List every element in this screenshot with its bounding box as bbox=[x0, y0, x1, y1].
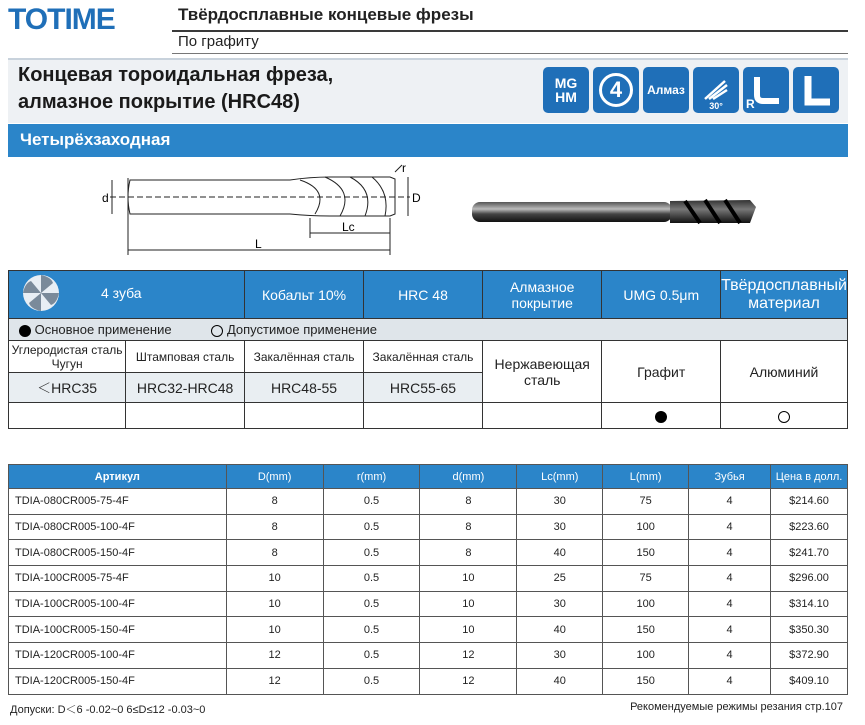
table-header-row bbox=[9, 465, 848, 489]
umg-label: UMG 0.5μm bbox=[602, 271, 721, 319]
product-title: Концевая тороидальная фреза, алмазное покрытие (HRC48) bbox=[18, 64, 334, 113]
svg-text:D: D bbox=[412, 191, 421, 205]
table-cell: 0.5 bbox=[323, 668, 420, 694]
table-cell: $350.30 bbox=[771, 617, 848, 643]
table-cell: 0.5 bbox=[323, 514, 420, 540]
table-cell: 8 bbox=[420, 514, 517, 540]
table-cell: 30 bbox=[517, 643, 603, 669]
svg-text:TOTIME: TOTIME bbox=[8, 4, 115, 32]
article-cell: TDIA-080CR005-75-4F bbox=[9, 489, 227, 515]
table-cell: 4 bbox=[689, 617, 771, 643]
material-value: ＜HRC35 bbox=[9, 373, 126, 403]
table-cell: 40 bbox=[517, 540, 603, 566]
material-value: HRC32-HRC48 bbox=[126, 373, 245, 403]
subtitle-band: Четырёхзаходная bbox=[8, 124, 848, 157]
page-subtitle: По графиту bbox=[178, 33, 259, 50]
material-header: Графит bbox=[602, 341, 721, 403]
table-cell: 4 bbox=[689, 668, 771, 694]
legend-primary: Основное применение bbox=[34, 322, 172, 337]
secondary-ring-icon bbox=[211, 325, 223, 337]
graphite-mark bbox=[602, 403, 721, 429]
table-row bbox=[9, 643, 848, 669]
article-cell: TDIA-100CR005-75-4F bbox=[9, 566, 227, 592]
diamond-coating-icon: Алмаз bbox=[643, 67, 689, 113]
table-cell: $214.60 bbox=[771, 489, 848, 515]
endmill-cross-section-icon bbox=[21, 273, 61, 313]
article-cell: TDIA-120CR005-100-4F bbox=[9, 643, 227, 669]
column-header: Зубья bbox=[689, 465, 771, 489]
svg-text:Lc: Lc bbox=[342, 220, 355, 234]
table-cell: 75 bbox=[603, 489, 689, 515]
teeth-label: 4 зуба bbox=[101, 285, 142, 301]
table-cell: 8 bbox=[226, 489, 323, 515]
material-value: HRC55-65 bbox=[364, 373, 483, 403]
table-cell: 150 bbox=[603, 668, 689, 694]
legend-row bbox=[9, 319, 848, 341]
table-cell: $223.60 bbox=[771, 514, 848, 540]
primary-dot-icon bbox=[19, 325, 31, 337]
svg-text:d: d bbox=[102, 191, 109, 205]
header-rule bbox=[172, 30, 848, 32]
article-cell: TDIA-100CR005-100-4F bbox=[9, 591, 227, 617]
table-cell: 0.5 bbox=[323, 566, 420, 592]
table-cell: 10 bbox=[226, 566, 323, 592]
product-table bbox=[8, 464, 848, 695]
primary-dot-icon bbox=[655, 411, 667, 423]
table-row bbox=[9, 591, 848, 617]
material-header: Нержавеющая сталь bbox=[482, 341, 602, 403]
tolerances-note: Допуски: D＜6 -0.02~0 6≤D≤12 -0.03~0 bbox=[10, 704, 206, 716]
table-cell: $372.90 bbox=[771, 643, 848, 669]
svg-text:r: r bbox=[402, 161, 406, 175]
table-cell: 4 bbox=[689, 643, 771, 669]
column-header: r(mm) bbox=[323, 465, 420, 489]
material-header: Штамповая сталь bbox=[126, 341, 245, 373]
material-header: Закалённая сталь bbox=[364, 341, 483, 373]
table-cell: 12 bbox=[226, 643, 323, 669]
feature-header-row bbox=[9, 271, 848, 319]
table-cell: 4 bbox=[689, 591, 771, 617]
materials-header-row bbox=[9, 341, 848, 373]
table-cell: 8 bbox=[226, 514, 323, 540]
hrc-label: HRC 48 bbox=[364, 271, 483, 319]
table-cell: 0.5 bbox=[323, 591, 420, 617]
table-cell: 4 bbox=[689, 489, 771, 515]
table-cell: 30 bbox=[517, 489, 603, 515]
table-cell: 100 bbox=[603, 643, 689, 669]
aluminium-mark bbox=[721, 403, 848, 429]
helix-angle-icon: 30° bbox=[693, 67, 739, 113]
table-row bbox=[9, 489, 848, 515]
table-cell: 40 bbox=[517, 617, 603, 643]
table-cell: 8 bbox=[226, 540, 323, 566]
product-photo bbox=[470, 185, 760, 235]
column-header: d(mm) bbox=[420, 465, 517, 489]
table-cell: 100 bbox=[603, 591, 689, 617]
material-header: Алюминий bbox=[721, 341, 848, 403]
table-cell: 150 bbox=[603, 617, 689, 643]
legend-secondary: Допустимое применение bbox=[226, 322, 378, 337]
secondary-ring-icon bbox=[778, 411, 790, 423]
page-title: Твёрдосплавные концевые фрезы bbox=[178, 5, 474, 24]
article-cell: TDIA-100CR005-150-4F bbox=[9, 617, 227, 643]
table-cell: 12 bbox=[420, 668, 517, 694]
feature-icons bbox=[543, 67, 839, 113]
material-header: Закалённая сталь bbox=[245, 341, 364, 373]
recommended-modes-link[interactable]: Рекомендуемые режимы резания стр.107 bbox=[630, 701, 843, 713]
material-label: Твёрдосплавный материал bbox=[721, 271, 848, 319]
cobalt-label: Кобальт 10% bbox=[245, 271, 364, 319]
table-cell: $409.10 bbox=[771, 668, 848, 694]
table-row bbox=[9, 540, 848, 566]
table-row bbox=[9, 668, 848, 694]
table-cell: 4 bbox=[689, 566, 771, 592]
mg-hm-icon: MG HM bbox=[543, 67, 589, 113]
table-cell: 25 bbox=[517, 566, 603, 592]
technical-drawing bbox=[90, 160, 450, 260]
table-cell: 0.5 bbox=[323, 617, 420, 643]
corner-radius-icon: R bbox=[743, 67, 789, 113]
table-cell: 4 bbox=[689, 540, 771, 566]
coating-label: Алмазное покрытие bbox=[482, 271, 602, 319]
table-cell: 8 bbox=[420, 489, 517, 515]
table-cell: 10 bbox=[420, 617, 517, 643]
article-cell: TDIA-080CR005-150-4F bbox=[9, 540, 227, 566]
table-row bbox=[9, 617, 848, 643]
header-rule-2 bbox=[172, 53, 848, 54]
table-cell: 8 bbox=[420, 540, 517, 566]
table-cell: 0.5 bbox=[323, 489, 420, 515]
table-cell: 150 bbox=[603, 540, 689, 566]
table-cell: $241.70 bbox=[771, 540, 848, 566]
svg-text:L: L bbox=[255, 237, 262, 251]
material-header: Углеродистая сталь Чугун bbox=[9, 341, 126, 373]
table-cell: 4 bbox=[689, 514, 771, 540]
table-cell: 12 bbox=[226, 668, 323, 694]
table-cell: $314.10 bbox=[771, 591, 848, 617]
flat-end-icon bbox=[793, 67, 839, 113]
column-header: Lc(mm) bbox=[517, 465, 603, 489]
table-cell: 100 bbox=[603, 514, 689, 540]
column-header: Артикул bbox=[9, 465, 227, 489]
table-cell: 30 bbox=[517, 514, 603, 540]
table-cell: 75 bbox=[603, 566, 689, 592]
table-cell: 40 bbox=[517, 668, 603, 694]
column-header: Цена в долл. bbox=[771, 465, 848, 489]
article-cell: TDIA-120CR005-150-4F bbox=[9, 668, 227, 694]
table-cell: 10 bbox=[226, 617, 323, 643]
application-marks-row bbox=[9, 403, 848, 429]
table-cell: 10 bbox=[420, 566, 517, 592]
feature-table bbox=[8, 270, 848, 429]
table-row bbox=[9, 514, 848, 540]
column-header: D(mm) bbox=[226, 465, 323, 489]
column-header: L(mm) bbox=[603, 465, 689, 489]
table-cell: 10 bbox=[420, 591, 517, 617]
brand-logo bbox=[8, 4, 168, 32]
table-cell: 30 bbox=[517, 591, 603, 617]
article-cell: TDIA-080CR005-100-4F bbox=[9, 514, 227, 540]
four-flutes-icon: 4 bbox=[593, 67, 639, 113]
table-row bbox=[9, 566, 848, 592]
table-cell: 12 bbox=[420, 643, 517, 669]
table-body bbox=[9, 489, 848, 695]
table-cell: 0.5 bbox=[323, 540, 420, 566]
table-cell: $296.00 bbox=[771, 566, 848, 592]
material-value: HRC48-55 bbox=[245, 373, 364, 403]
table-cell: 10 bbox=[226, 591, 323, 617]
table-cell: 0.5 bbox=[323, 643, 420, 669]
